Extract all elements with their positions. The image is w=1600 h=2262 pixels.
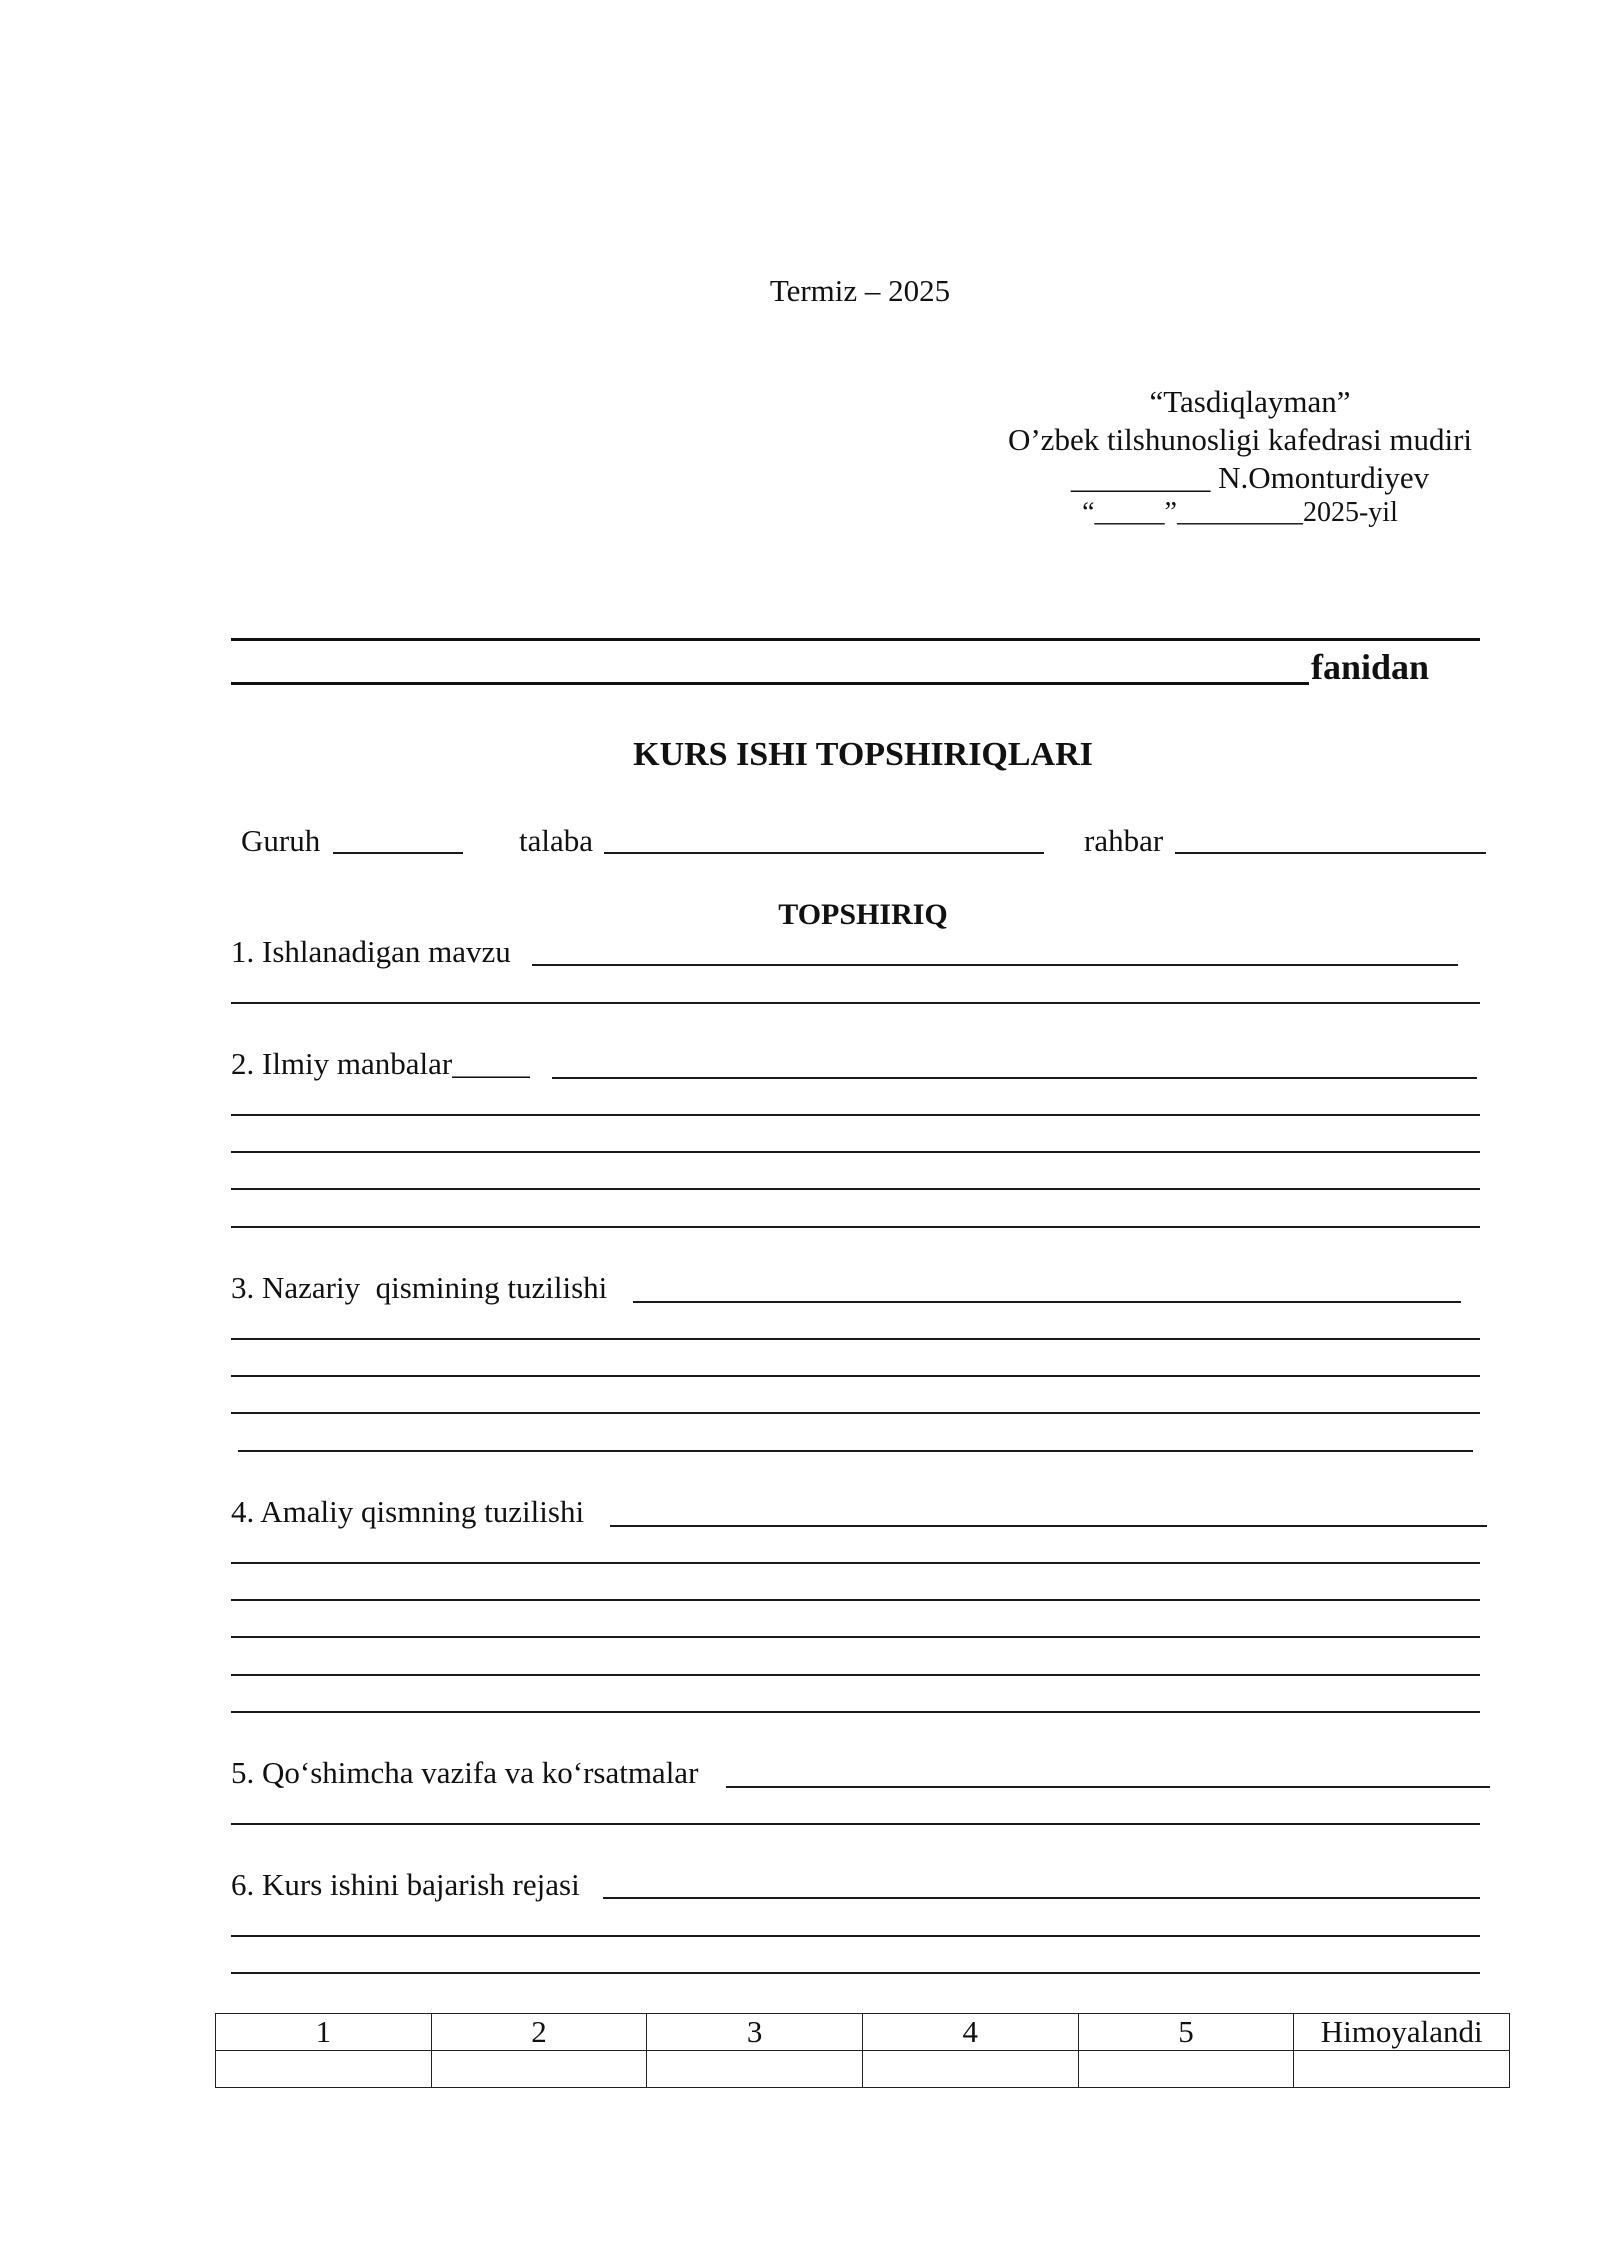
task-label: 6. Kurs ishini bajarish rejasi: [231, 1867, 580, 1902]
supervisor-label: rahbar: [1084, 823, 1164, 858]
approval-position: O’zbek tilshunosligi kafedrasi mudiri: [1007, 422, 1473, 457]
answer-line[interactable]: [552, 1077, 1477, 1079]
subject-line-2[interactable]: [231, 682, 1309, 685]
answer-line[interactable]: [231, 1674, 1480, 1676]
answer-line[interactable]: [231, 1114, 1480, 1116]
subject-suffix: fanidan: [1311, 647, 1430, 687]
answer-line[interactable]: [231, 1188, 1480, 1190]
approval-title: “Tasdiqlayman”: [1149, 384, 1351, 419]
table-header-cell: Himoyalandi: [1294, 2014, 1510, 2051]
table-cell[interactable]: [1294, 2051, 1510, 2088]
answer-line[interactable]: [238, 1450, 1473, 1452]
main-title: KURS ISHI TOPSHIRIQLARI: [633, 736, 1093, 773]
schedule-table: [215, 2013, 1510, 2088]
group-label: Guruh: [241, 823, 321, 858]
answer-line[interactable]: [231, 1823, 1480, 1825]
task-label: 4. Amaliy qismning tuzilishi: [231, 1494, 585, 1529]
subject-line-1[interactable]: [231, 638, 1480, 641]
table-header-row: [216, 2014, 1510, 2051]
answer-line[interactable]: [231, 1636, 1480, 1638]
approval-date: “_____”_________2025-yil: [1082, 497, 1398, 528]
table-header-cell: 2: [431, 2014, 647, 2051]
student-label: talaba: [519, 823, 594, 858]
approval-name: _________ N.Omonturdiyev: [1070, 460, 1430, 495]
table-header-cell: 3: [647, 2014, 863, 2051]
answer-line[interactable]: [231, 1226, 1480, 1228]
answer-line[interactable]: [726, 1786, 1490, 1788]
answer-line[interactable]: [231, 1711, 1480, 1713]
table-cell[interactable]: [647, 2051, 863, 2088]
answer-line[interactable]: [231, 1972, 1480, 1974]
answer-line[interactable]: [610, 1525, 1487, 1527]
answer-line[interactable]: [231, 1599, 1480, 1601]
table-cell[interactable]: [216, 2051, 432, 2088]
table-header-cell: 5: [1078, 2014, 1294, 2051]
answer-line[interactable]: [603, 1897, 1480, 1899]
group-field[interactable]: [333, 852, 463, 854]
city-year: Termiz – 2025: [769, 273, 951, 308]
table-cell[interactable]: [862, 2051, 1078, 2088]
table-row: [216, 2051, 1510, 2088]
task-label: 2. Ilmiy manbalar_____: [231, 1046, 530, 1081]
task-label: 3. Nazariy qismining tuzilishi: [231, 1270, 608, 1305]
answer-line[interactable]: [231, 1935, 1480, 1937]
table-cell[interactable]: [1078, 2051, 1294, 2088]
section-title: TOPSHIRIQ: [778, 898, 948, 931]
answer-line[interactable]: [231, 1412, 1480, 1414]
answer-line[interactable]: [231, 1002, 1480, 1004]
table-header-cell: 4: [862, 2014, 1078, 2051]
answer-line[interactable]: [231, 1375, 1480, 1377]
supervisor-field[interactable]: [1175, 852, 1486, 854]
student-field[interactable]: [604, 852, 1044, 854]
answer-line[interactable]: [231, 1338, 1480, 1340]
answer-line[interactable]: [231, 1151, 1480, 1153]
table-header-cell: 1: [216, 2014, 432, 2051]
answer-line[interactable]: [231, 1562, 1480, 1564]
task-label: 5. Qo‘shimcha vazifa va ko‘rsatmalar: [231, 1755, 699, 1790]
answer-line[interactable]: [532, 964, 1458, 966]
table-cell[interactable]: [431, 2051, 647, 2088]
answer-line[interactable]: [633, 1301, 1461, 1303]
task-label: 1. Ishlanadigan mavzu: [231, 934, 511, 969]
